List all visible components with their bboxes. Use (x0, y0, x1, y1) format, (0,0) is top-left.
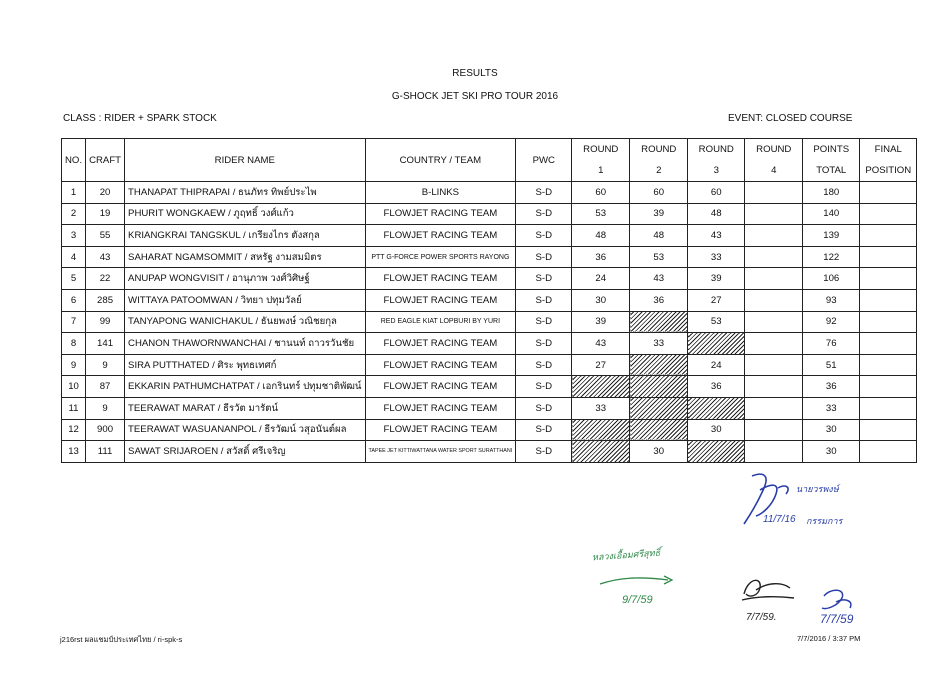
cell-final (860, 441, 917, 463)
signature-black-date: 7/7/59. (746, 612, 777, 623)
cell-team: FLOWJET RACING TEAM (365, 419, 516, 441)
col-final-top: FINAL (874, 144, 902, 155)
cell-craft: 22 (86, 268, 125, 290)
cell-r1-hatched (572, 376, 630, 398)
cell-r2: 53 (630, 246, 688, 268)
cell-no: 3 (62, 225, 86, 247)
footer-file-ref: j216rst ผลแชมป์ประเทศไทย / ri-spk-s (60, 635, 183, 644)
cell-r3: 27 (688, 289, 745, 311)
cell-r2: 33 (630, 333, 688, 355)
header-row (62, 139, 917, 182)
col-round1-top: ROUND (583, 144, 619, 155)
cell-team: FLOWJET RACING TEAM (365, 225, 516, 247)
cell-no: 9 (62, 354, 86, 376)
cell-pwc: S-D (516, 225, 572, 247)
cell-pwc: S-D (516, 182, 572, 204)
cell-final (860, 333, 917, 355)
cell-rider: EKKARIN PATHUMCHATPAT / เอกรินทร์ ปทุมชาติพัฒน์ (125, 376, 365, 398)
cell-total: 30 (803, 441, 860, 463)
cell-r3-hatched (688, 441, 745, 463)
col-round2 (630, 139, 688, 182)
cell-craft: 55 (86, 225, 125, 247)
cell-r2: 43 (630, 268, 688, 290)
cell-r1: 27 (572, 354, 630, 376)
cell-r2: 48 (630, 225, 688, 247)
cell-r1-hatched (572, 441, 630, 463)
cell-final (860, 203, 917, 225)
tour-title: G-SHOCK JET SKI PRO TOUR 2016 (391, 91, 559, 102)
cell-r3-hatched (688, 333, 745, 355)
cell-total: 122 (803, 246, 860, 268)
cell-total: 140 (803, 203, 860, 225)
cell-pwc: S-D (516, 311, 572, 333)
cell-no: 1 (62, 182, 86, 204)
cell-craft: 141 (86, 333, 125, 355)
cell-r4 (745, 333, 803, 355)
cell-r4 (745, 182, 803, 204)
results-title: RESULTS (452, 68, 498, 79)
col-round4 (745, 139, 803, 182)
col-round1 (572, 139, 630, 182)
cell-craft: 9 (86, 354, 125, 376)
cell-rider: SAHARAT NGAMSOMMIT / สหรัฐ งามสมมิตร (125, 246, 365, 268)
col-round2-bottom: 2 (656, 165, 662, 176)
cell-craft: 111 (86, 441, 125, 463)
table-row (62, 419, 917, 441)
cell-team: B-LINKS (365, 182, 516, 204)
cell-r3: 33 (688, 246, 745, 268)
cell-final (860, 225, 917, 247)
cell-r3: 53 (688, 311, 745, 333)
cell-total: 30 (803, 419, 860, 441)
cell-r4 (745, 397, 803, 419)
cell-r3: 36 (688, 376, 745, 398)
cell-final (860, 376, 917, 398)
col-round1-bottom: 1 (598, 165, 604, 176)
cell-final (860, 246, 917, 268)
cell-final (860, 397, 917, 419)
cell-no: 7 (62, 311, 86, 333)
cell-r1: 39 (572, 311, 630, 333)
cell-team: RED EAGLE KIAT LOPBURI BY YURI (365, 311, 516, 333)
cell-total: 106 (803, 268, 860, 290)
cell-total: 36 (803, 376, 860, 398)
cell-team: FLOWJET RACING TEAM (365, 268, 516, 290)
cell-team: PTT G-FORCE POWER SPORTS RAYONG (365, 246, 516, 268)
cell-no: 10 (62, 376, 86, 398)
col-team: COUNTRY / TEAM (365, 139, 516, 182)
cell-team: TAPEE JET KITTIWATTANA WATER SPORT SURATTHANI (365, 441, 516, 463)
cell-pwc: S-D (516, 289, 572, 311)
cell-r3: 24 (688, 354, 745, 376)
table-row (62, 182, 917, 204)
cell-total: 51 (803, 354, 860, 376)
cell-r2: 39 (630, 203, 688, 225)
cell-craft: 99 (86, 311, 125, 333)
cell-rider: THANAPAT THIPRAPAI / ธนภัทร ทิพย์ประไพ (125, 182, 365, 204)
table-row (62, 376, 917, 398)
cell-r3: 43 (688, 225, 745, 247)
cell-total: 76 (803, 333, 860, 355)
signature-green-line (598, 574, 678, 588)
cell-r1: 36 (572, 246, 630, 268)
cell-r2-hatched (630, 376, 688, 398)
cell-r1: 43 (572, 333, 630, 355)
cell-r1: 33 (572, 397, 630, 419)
cell-total: 92 (803, 311, 860, 333)
cell-craft: 9 (86, 397, 125, 419)
results-table (61, 138, 917, 463)
cell-r2: 36 (630, 289, 688, 311)
table-row (62, 354, 917, 376)
cell-total: 93 (803, 289, 860, 311)
cell-no: 13 (62, 441, 86, 463)
cell-rider: WITTAYA PATOOMWAN / วิทยา ปทุมวัลย์ (125, 289, 365, 311)
cell-final (860, 354, 917, 376)
col-no: NO. (62, 139, 86, 182)
col-round4-top: ROUND (756, 144, 792, 155)
cell-team: FLOWJET RACING TEAM (365, 397, 516, 419)
cell-no: 2 (62, 203, 86, 225)
results-body (62, 182, 917, 463)
cell-craft: 43 (86, 246, 125, 268)
col-round3-bottom: 3 (713, 165, 719, 176)
cell-pwc: S-D (516, 376, 572, 398)
cell-no: 8 (62, 333, 86, 355)
cell-final (860, 311, 917, 333)
cell-craft: 20 (86, 182, 125, 204)
cell-craft: 900 (86, 419, 125, 441)
footer-timestamp: 7/7/2016 / 3:37 PM (797, 634, 861, 643)
signature-green-name: หลวงเอื้อมศรีสุทธิ์ (591, 547, 661, 563)
table-row (62, 246, 917, 268)
cell-r3: 39 (688, 268, 745, 290)
cell-r3-hatched (688, 397, 745, 419)
cell-pwc: S-D (516, 203, 572, 225)
cell-total: 33 (803, 397, 860, 419)
table-row (62, 311, 917, 333)
col-final-bottom: POSITION (865, 165, 912, 176)
cell-r4 (745, 225, 803, 247)
cell-final (860, 289, 917, 311)
cell-r3: 48 (688, 203, 745, 225)
cell-r2-hatched (630, 397, 688, 419)
cell-team: FLOWJET RACING TEAM (365, 289, 516, 311)
cell-r4 (745, 203, 803, 225)
col-round3 (688, 139, 745, 182)
cell-team: FLOWJET RACING TEAM (365, 203, 516, 225)
cell-r4 (745, 268, 803, 290)
cell-team: FLOWJET RACING TEAM (365, 376, 516, 398)
cell-r3: 60 (688, 182, 745, 204)
col-points-bottom: TOTAL (816, 165, 847, 176)
cell-pwc: S-D (516, 419, 572, 441)
cell-total: 139 (803, 225, 860, 247)
table-row (62, 225, 917, 247)
cell-final (860, 268, 917, 290)
table-row (62, 289, 917, 311)
cell-team: FLOWJET RACING TEAM (365, 333, 516, 355)
cell-r4 (745, 419, 803, 441)
col-pwc: PWC (516, 139, 572, 182)
cell-r1-hatched (572, 419, 630, 441)
col-final-position (860, 139, 917, 182)
class-label: CLASS : RIDER + SPARK STOCK (63, 113, 217, 124)
signature-blue-role: กรรมการ (806, 516, 843, 526)
cell-no: 4 (62, 246, 86, 268)
cell-r2: 60 (630, 182, 688, 204)
cell-rider: ANUPAP WONGVISIT / อานุภาพ วงศ์วิศิษฐ์ (125, 268, 365, 290)
cell-r4 (745, 441, 803, 463)
cell-craft: 285 (86, 289, 125, 311)
col-round4-bottom: 4 (771, 165, 777, 176)
cell-r3: 30 (688, 419, 745, 441)
cell-pwc: S-D (516, 397, 572, 419)
table-row (62, 203, 917, 225)
signature-blue-date: 11/7/16 (763, 514, 796, 525)
cell-team: FLOWJET RACING TEAM (365, 354, 516, 376)
event-label: EVENT: CLOSED COURSE (728, 113, 853, 124)
cell-r1: 48 (572, 225, 630, 247)
cell-rider: TEERAWAT WASUANANPOL / ธีรวัฒน์ วสุอนันต์ผล (125, 419, 365, 441)
cell-r1: 24 (572, 268, 630, 290)
cell-rider: PHURIT WONGKAEW / ภูฤทธิ์ วงศ์แก้ว (125, 203, 365, 225)
table-row (62, 268, 917, 290)
signature-green-date: 9/7/59 (622, 594, 653, 606)
cell-craft: 19 (86, 203, 125, 225)
cell-rider: CHANON THAWORNWANCHAI / ชานนท์ ถาวรวันชัย (125, 333, 365, 355)
cell-final (860, 182, 917, 204)
cell-r2-hatched (630, 419, 688, 441)
cell-rider: SIRA PUTTHATED / ศิระ พุทธเทศก์ (125, 354, 365, 376)
cell-rider: TEERAWAT MARAT / ธีรวัต มารัตน์ (125, 397, 365, 419)
cell-r4 (745, 311, 803, 333)
cell-r4 (745, 289, 803, 311)
cell-r4 (745, 376, 803, 398)
signature-blue-small-date: 7/7/59 (820, 612, 854, 626)
table-row (62, 333, 917, 355)
cell-no: 12 (62, 419, 86, 441)
col-points-total (803, 139, 860, 182)
signature-black (738, 572, 798, 606)
cell-r4 (745, 354, 803, 376)
table-row (62, 397, 917, 419)
cell-final (860, 419, 917, 441)
cell-craft: 87 (86, 376, 125, 398)
cell-pwc: S-D (516, 441, 572, 463)
cell-r1: 53 (572, 203, 630, 225)
cell-r1: 30 (572, 289, 630, 311)
cell-pwc: S-D (516, 354, 572, 376)
col-points-top: POINTS (813, 144, 850, 155)
cell-no: 5 (62, 268, 86, 290)
cell-pwc: S-D (516, 268, 572, 290)
cell-total: 180 (803, 182, 860, 204)
signature-blue-name: นายวรพงษ์ (796, 484, 839, 494)
col-craft: CRAFT (86, 139, 125, 182)
col-round2-top: ROUND (641, 144, 677, 155)
cell-r2-hatched (630, 311, 688, 333)
cell-pwc: S-D (516, 333, 572, 355)
cell-no: 6 (62, 289, 86, 311)
col-rider: RIDER NAME (125, 139, 365, 182)
cell-r1: 60 (572, 182, 630, 204)
cell-rider: TANYAPONG WANICHAKUL / ธันยพงษ์ วณิชยกุล (125, 311, 365, 333)
cell-no: 11 (62, 397, 86, 419)
cell-r4 (745, 246, 803, 268)
col-round3-top: ROUND (698, 144, 734, 155)
cell-r2: 30 (630, 441, 688, 463)
table-row (62, 441, 917, 463)
cell-rider: SAWAT SRIJAROEN / สวัสดิ์ ศรีเจริญ (125, 441, 365, 463)
cell-rider: KRIANGKRAI TANGSKUL / เกรียงไกร ตังสกุล (125, 225, 365, 247)
cell-pwc: S-D (516, 246, 572, 268)
cell-r2-hatched (630, 354, 688, 376)
